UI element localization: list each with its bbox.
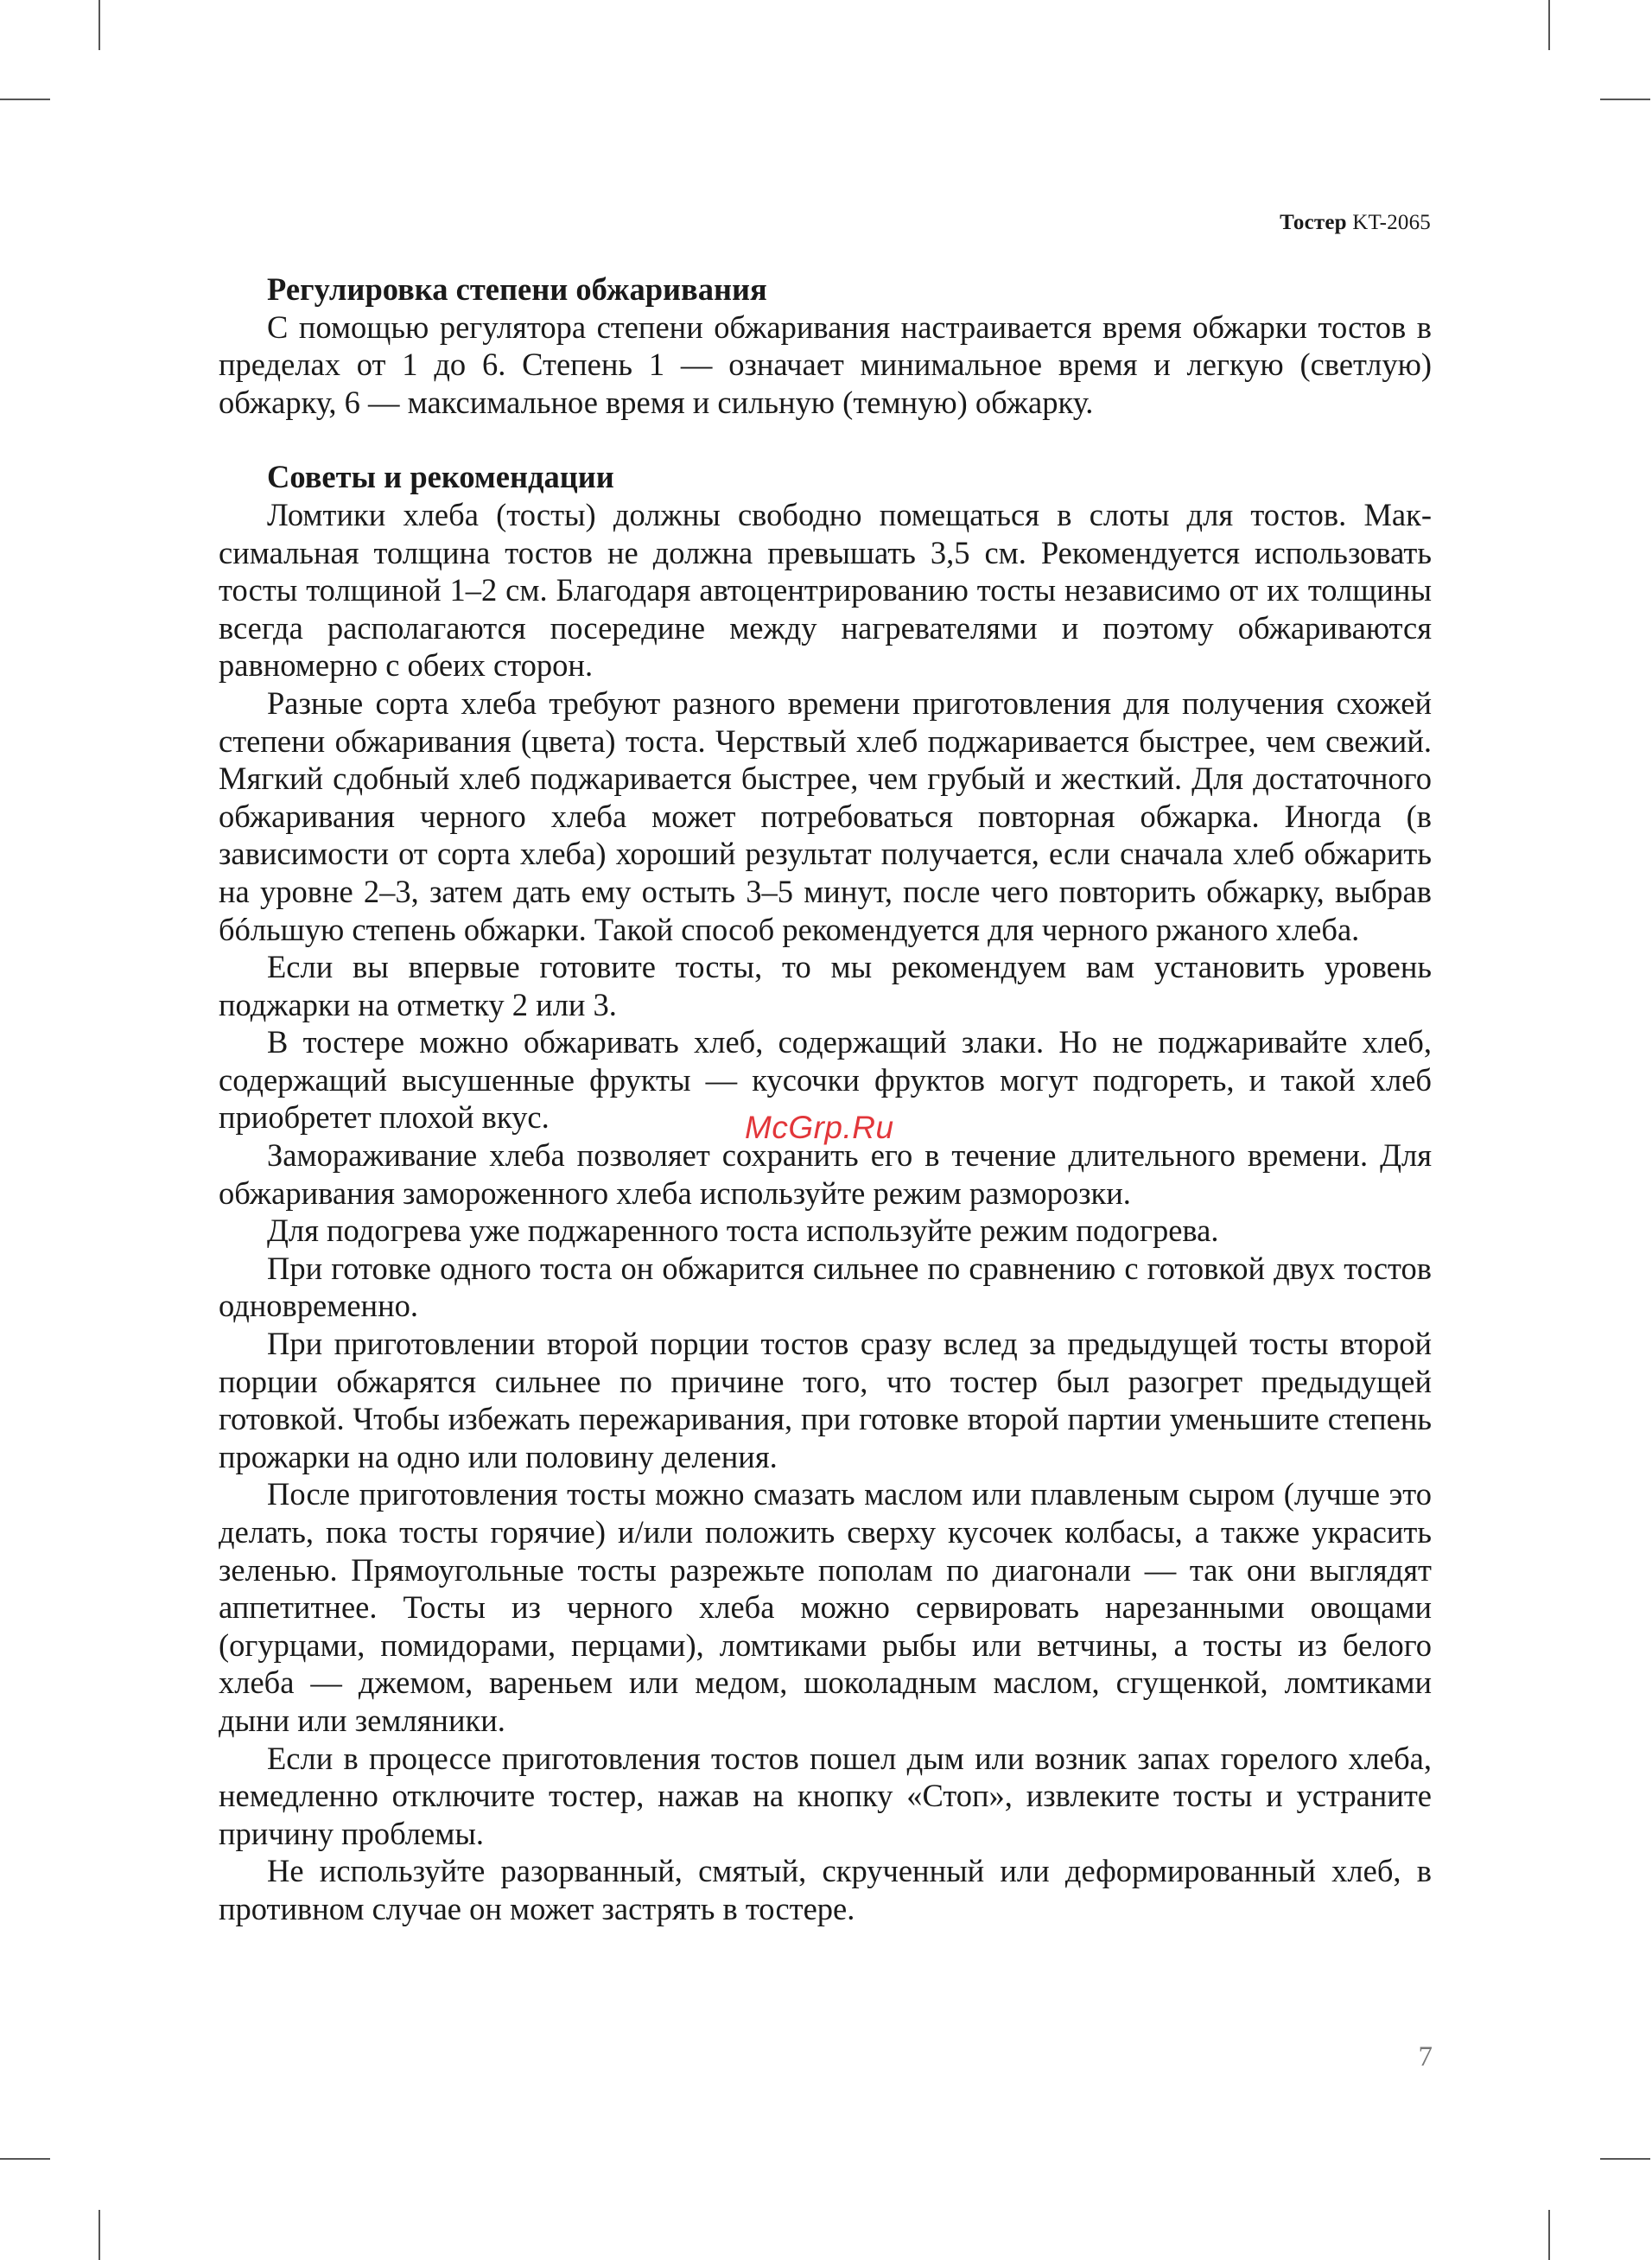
running-header — [1280, 211, 1431, 235]
crop-mark — [1548, 2210, 1550, 2260]
section-title: Регулировка степени обжаривания — [267, 271, 767, 307]
crop-mark — [98, 2210, 100, 2260]
paragraph: Если в процессе приготовления тостов пошел дым или возник запах горелого хлеба, немедленно отключите тостер, нажав на кнопку «Стоп», извлеките тосты и устраните причину проблемы. — [219, 1740, 1432, 1851]
paragraph: Не используйте разорванный, смятый, скрученный или деформированный хлеб, в противном случае он может застрять в тостере. — [219, 1853, 1432, 1926]
section-title: Советы и рекомендации — [267, 459, 614, 495]
paragraph: Замораживание хлеба позволяет сохранить его в течение длительного времени. Для обжаривания замороженного хлеба используйте режим разморозки. — [219, 1137, 1432, 1211]
crop-mark — [1600, 99, 1650, 100]
paragraph: Если вы впервые готовите тосты, то мы рекомендуем вам установить уровень поджарки на отметку 2 или 3. — [219, 949, 1432, 1022]
header-product: Тостер — [1280, 211, 1347, 234]
header-model: KT-2065 — [1352, 211, 1431, 234]
crop-mark — [98, 0, 100, 50]
crop-mark — [0, 2158, 50, 2160]
crop-mark — [0, 99, 50, 100]
paragraph: При готовке одного тоста он обжарится сильнее по сравнению с готовкой двух тостов одновременно. — [219, 1250, 1432, 1324]
paragraph: В тостере можно обжаривать хлеб, содержащий злаки. Но не поджаривайте хлеб, содержащий высушенные фрукты — кусочки фруктов могут подгореть, и такой хлеб приобретет плохой вкус. — [219, 1024, 1432, 1136]
paragraph: Разные сорта хлеба требуют разного времени приготовления для получения схожей степени обжаривания (цвета) тоста. Черствый хлеб поджаривается быстрее, чем свежий. Мягкий сдобный хлеб поджаривается быстрее, чем грубый и жесткий. Для достаточного обжаривания черного хлеба может потребоваться повторная обжарка. Иногда (в зависимости от сорта хлеба) хороший результат получается, если сначала хлеб обжарить на уровне 2–3, затем дать ему остыть 3–5 минут, после чего повторить обжарку, выбрав бóльшую степень обжарки. Такой способ рекомендуется для черного ржаного хлеба. — [219, 684, 1432, 947]
paragraph: Для подогрева уже поджаренного тоста используйте режим подогрева. — [267, 1213, 1219, 1249]
page-number: 7 — [1418, 2041, 1433, 2072]
page-content — [219, 271, 1432, 1928]
paragraph: После приготовления тосты можно смазать маслом или плавленым сыром (лучше это делать, пока тосты горячие) и/или положить сверху кусочек колбасы, а также украсить зеленью. Прямоугольные тосты разрежьте пополам по диагонали — так они выглядят аппетитнее. Тосты из черного хлеба можно сервировать нарезанными овощами (огурцами, помидорами, перцами), ломтиками рыбы или ветчины, а тосты из белого хлеба — джемом, вареньем или медом, шоколадным маслом, сгущенкой, ломтиками дыни или земляники. — [219, 1476, 1432, 1738]
crop-mark — [1548, 0, 1550, 50]
crop-mark — [1600, 2158, 1650, 2160]
paragraph: При приготовлении второй порции тостов сразу вслед за предыдущей тосты второй порции обжарятся сильнее по причине того, что тостер был разогрет предыдущей готовкой. Чтобы избежать пережаривания, при готовке второй партии уменьшите степень прожарки на одно или половину деления. — [219, 1326, 1432, 1474]
paragraph: С помощью регулятора степени обжаривания настраивается время обжарки тостов в пределах от 1 до 6. Степень 1 — означает минимальное время и легкую (светлую) обжарку, 6 — максимальное время и сильную (темную) обжарку. — [219, 309, 1432, 420]
watermark: McGrp.Ru — [745, 1110, 894, 1145]
section-gap — [219, 421, 1432, 458]
paragraph: Ломтики хлеба (тосты) должны свободно помещаться в слоты для тостов. Максимальная толщина тостов не должна превышать 3,5 см. Рекомендуется использовать тосты толщиной 1–2 см. Благодаря автоцентрированию тосты независимо от их толщины всегда располагаются посередине между нагревателями и поэтому обжариваются равномерно с обеих сторон. — [219, 496, 1432, 684]
